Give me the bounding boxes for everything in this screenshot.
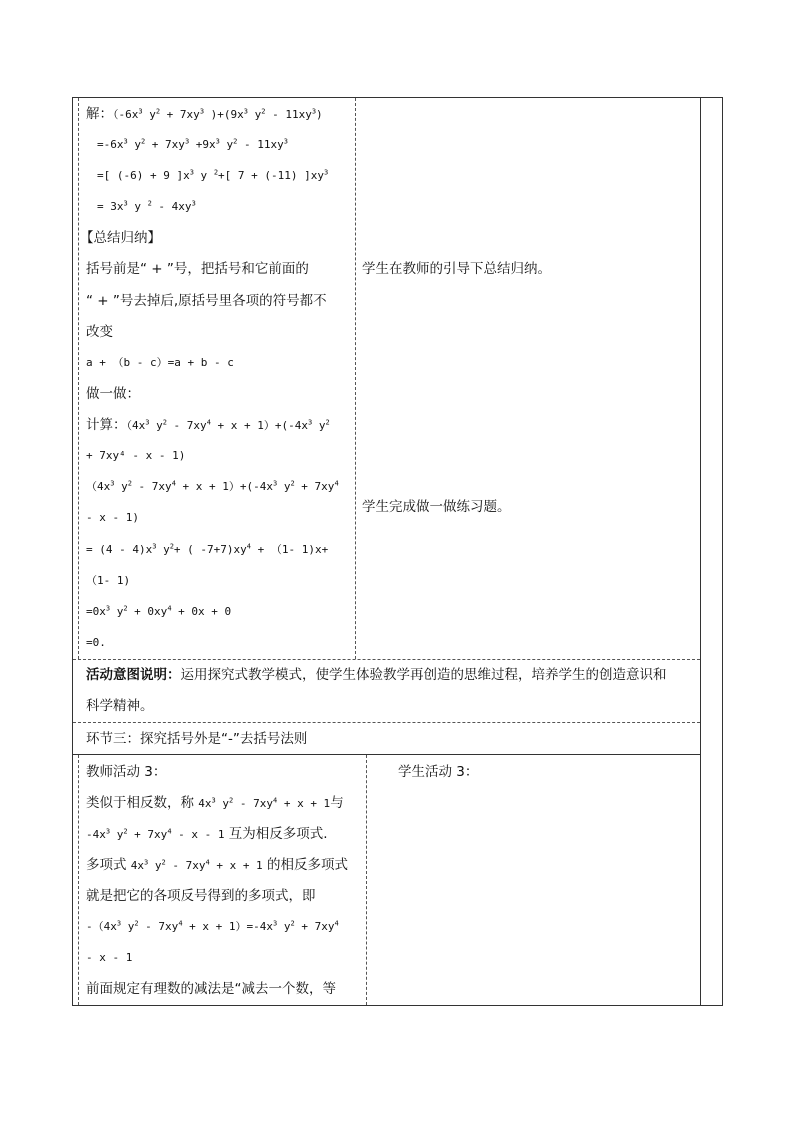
- summary-line-3: 改变: [86, 324, 113, 340]
- solution-line-3: =[ (-6) + 9 ]$x^3$ y $^2$+[ 7 + (-11) ]$xy^3$: [97, 168, 329, 182]
- table-right-outer-border: [722, 97, 723, 1006]
- solution-line-1: 解：（$-6x^3$ $y^2 + 7xy^3$ )$+(9x^3$ $y^2 - 11xy^3$): [86, 106, 323, 122]
- solution-line-4: = $3x^3$ y $^2 - 4xy^3$: [97, 199, 196, 213]
- column-divider-top: [355, 98, 356, 659]
- summary-line-4: a + （b - c）=a + b - c: [86, 356, 234, 369]
- practice-line-3: （$4x^3$ $y^2 - 7xy^4 + x + 1)+(-4x^3$ $y^2 + 7xy^4$: [86, 479, 339, 493]
- section3-title: 环节三：探究括号外是“-”去括号法则: [86, 731, 308, 747]
- intent-text-1: 运用探究式教学模式，使学生体验教学再创造的思维过程，培养学生的创造意识和: [180, 667, 667, 683]
- left-inner-dash-bottom: [78, 755, 79, 1005]
- table-right-inner-border: [700, 97, 701, 1006]
- practice-line-2: + 7xy⁴ - x - 1): [86, 449, 186, 462]
- teacher3-line-3: 多项式 $4x^3$ $y^2 - 7xy^4 + x + 1$ 的相反多项式: [86, 857, 348, 873]
- practice-line-7: $=0x^3$ $y^2 + 0xy^4 + 0x + 0$: [86, 604, 232, 618]
- teacher3-line-5: $-(4x^3$ $y^2 - 7xy^4 + x + 1)=-4x^3$ $y^2 + 7xy^4$: [86, 919, 339, 933]
- teacher3-line-2: $-4x^3$ $y^2 + 7xy^4 - x - 1$ 互为相反多项式.: [86, 826, 328, 842]
- teacher3-heading: 教师活动 3：: [86, 764, 167, 780]
- left-inner-dash: [78, 98, 79, 659]
- solution-line-2: $=-6x^3$ $y^2 + 7xy^3 +9x^3$ $y^2 - 11xy^3$: [97, 137, 288, 151]
- intent-line-1: [86, 665, 667, 685]
- practice-student: 学生完成做一做练习题。: [362, 499, 511, 515]
- teacher3-line-4: 就是把它的各项反号得到的多项式，即: [86, 888, 316, 904]
- summary-student: 学生在教师的引导下总结归纳。: [362, 261, 551, 277]
- practice-line-5: = $(4 - 4)x^3$ $y^2+$ ( $-7+7)xy^4 + (1-$ 1)x+: [86, 542, 329, 556]
- summary-line-2: “ + ”号去掉后,原括号里各项的符号都不: [86, 293, 327, 309]
- row-divider-intent: [73, 659, 700, 660]
- practice-heading: 做一做：: [86, 386, 140, 402]
- teacher3-line-7: 前面规定有理数的减法是“减去一个数，等: [86, 981, 336, 997]
- intent-line-2: 科学精神。: [86, 698, 154, 714]
- practice-line-8: =0.: [86, 636, 106, 649]
- practice-line-4: - x - 1): [86, 511, 139, 524]
- row-divider-activity3: [73, 754, 700, 755]
- summary-line-1: 括号前是“ + ”号，把括号和它前面的: [86, 261, 309, 277]
- teacher3-line-6: - x - 1: [86, 951, 133, 964]
- row-divider-section3: [73, 722, 700, 723]
- student3-heading: 学生活动 3：: [398, 764, 479, 780]
- practice-line-1: 计算：（$4x^3$ $y^2 - 7xy^4 + x + 1)+(-4x^3$ $y^2$: [86, 417, 330, 433]
- column-divider-bottom: [366, 755, 367, 1005]
- intent-label: 活动意图说明：: [86, 667, 181, 683]
- teacher3-line-1: 类似于相反数，称 $4x^3$ $y^2 - 7xy^4 + x + 1$与: [86, 795, 344, 811]
- summary-heading: 【总结归纳】: [80, 230, 161, 246]
- practice-line-6: （1- 1): [86, 574, 131, 587]
